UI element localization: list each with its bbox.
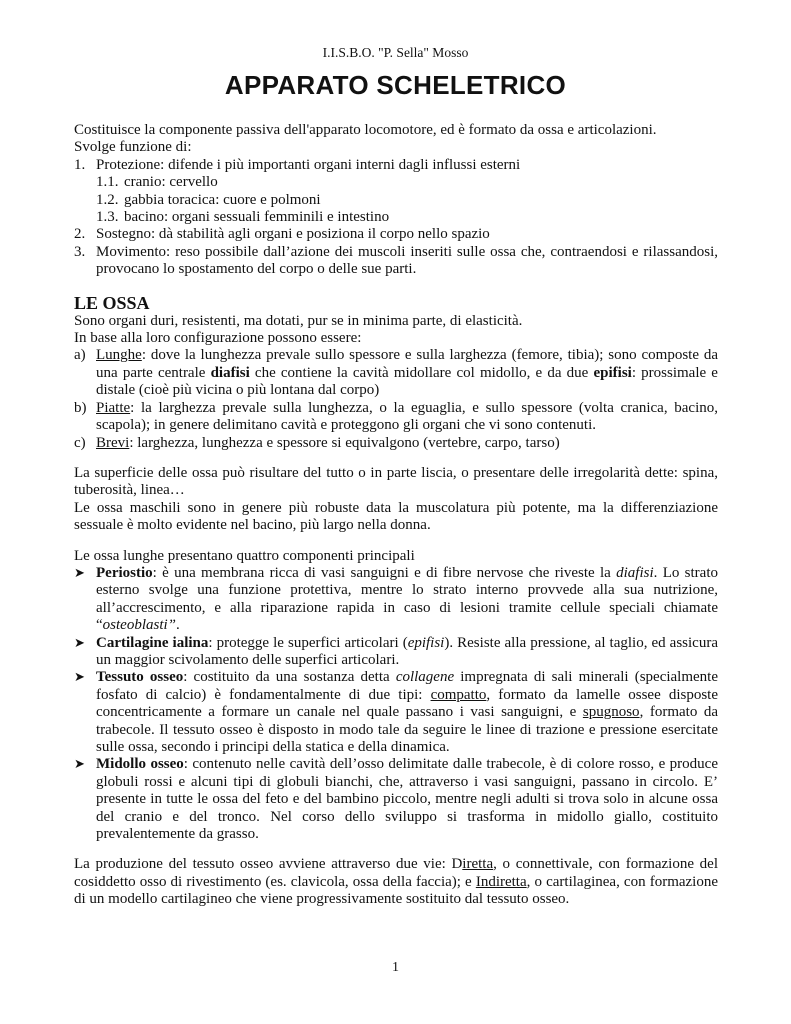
function-item bbox=[74, 157, 718, 174]
arrow-bullet-icon: ➤ bbox=[74, 565, 85, 581]
sub-text: gabbia toracica: cuore e polmoni bbox=[124, 191, 321, 208]
item-text: Movimento: reso possibile dall’azione dei muscoli inseriti sulle ossa che, contraendosi e rilassandosi, provocano lo spostamento del corpo o delle sue parti. bbox=[96, 243, 718, 278]
item-text: : la larghezza prevale sulla lunghezza, o la eguaglia, e sullo spessore (volta cranica, bacino, scapola); in genere delimitano cavità e proteggono gli organi che vi sono contenuti. bbox=[96, 399, 718, 434]
item-number: 1. bbox=[74, 156, 86, 173]
component-item-midollo bbox=[74, 756, 718, 843]
item-letter: b) bbox=[74, 399, 87, 416]
bold-term: epifisi bbox=[593, 364, 632, 381]
italic-term: diafisi bbox=[616, 564, 654, 581]
item-text: Protezione: difende i più importanti organi interni dagli influssi esterni bbox=[96, 156, 521, 173]
protection-sublist bbox=[74, 174, 718, 226]
item-text: : larghezza, lunghezza e spessore si equivalgono (vertebre, carpo, tarso) bbox=[129, 434, 560, 451]
surface-paragraph: La superficie delle ossa può risultare del tutto o in parte liscia, o presentare delle irregolarità dette: spina, tuberosità, linea… bbox=[74, 464, 718, 499]
item-text: . bbox=[176, 617, 180, 634]
page-title: APPARATO SCHELETRICO bbox=[224, 70, 567, 100]
arrow-bullet-icon: ➤ bbox=[74, 757, 85, 773]
components-intro: Le ossa lunghe presentano quattro componenti principali bbox=[74, 547, 415, 564]
component-term: Cartilagine ialina bbox=[96, 634, 209, 651]
item-text: : costituito da una sostanza detta bbox=[183, 669, 396, 686]
production-paragraph bbox=[74, 856, 718, 908]
page-number: 1 bbox=[392, 960, 399, 975]
item-text: , formato da lamelle ossee disposte concentricamente a formare un canale nel quale passano i vasi sanguigni, e bbox=[96, 686, 718, 721]
bold-term: diafisi bbox=[210, 364, 250, 381]
bone-type-item bbox=[74, 347, 718, 399]
component-term: Periostio bbox=[96, 564, 153, 581]
ossa-paragraph: Sono organi duri, resistenti, ma dotati, pur se in minima parte, di elasticità. bbox=[74, 312, 523, 329]
item-text: : è una membrana ricca di vasi sanguigni e di fibre nervose che riveste la bbox=[152, 564, 617, 581]
bone-type-term: Piatte bbox=[96, 399, 131, 416]
para-text: La produzione del tessuto osseo avviene attraverso due vie: D bbox=[74, 856, 463, 873]
sub-item bbox=[96, 192, 718, 209]
bone-types-list bbox=[74, 347, 718, 451]
item-text: : dove la lunghezza prevale sullo spessore e sulla larghezza (femore, tibia); sono composte da una parte centrale bbox=[96, 347, 718, 381]
item-text: : contenuto nelle cavità dell’osso delimitate dalle trabecole, è di colore rosso, e produce globuli rossi e alcuni tipi di globuli bianchi, che, attraverso i vasi sanguigni, passano in circolo. E’ presente in tutte le ossa del feto e del bambino piccolo, mentre negli adulti si trova solo in alcune ossa del cranio e del tronco. Nel corso dello sviluppo si trasforma in midollo giallo, costituito prevalentemente da grasso. bbox=[96, 756, 718, 843]
bone-type-term: Lunghe bbox=[96, 347, 142, 364]
sub-number: 1.2. bbox=[96, 191, 119, 208]
italic-term: collagene bbox=[395, 669, 455, 686]
sub-item bbox=[96, 174, 718, 191]
document-body bbox=[74, 122, 718, 909]
intro-functions-label: Svolge funzione di: bbox=[74, 139, 192, 156]
underlined-term: compatto bbox=[430, 686, 487, 703]
function-item bbox=[74, 226, 718, 243]
italic-term: osteoblasti” bbox=[102, 617, 177, 634]
item-letter: c) bbox=[74, 434, 86, 451]
underlined-term: spugnoso bbox=[582, 704, 640, 721]
section-heading-ossa: LE OSSA bbox=[74, 292, 150, 313]
italic-term: epifisi bbox=[407, 634, 445, 651]
functions-list bbox=[74, 157, 718, 279]
item-text: , formato da trabecole. Il tessuto osseo è disposto in modo tale da seguire le linee di trazione e pressione esercitate sulle ossa, secondo i principi della statica e della dinamica. bbox=[96, 704, 719, 755]
function-item bbox=[74, 244, 718, 279]
item-text: che contiene la cavità midollare col midollo, e da due bbox=[249, 364, 594, 381]
item-text: : prossimale e distale (cioè più vicina o più lontana dal corpo) bbox=[96, 364, 718, 399]
item-letter: a) bbox=[74, 347, 86, 364]
underlined-term: iretta bbox=[462, 856, 494, 873]
ossa-paragraph: In base alla loro configurazione possono essere: bbox=[74, 330, 362, 347]
para-text: , o cartilaginea, con formazione di un modello cartilagineo che viene progressivamente sostituito dal tessuto osseo. bbox=[74, 873, 718, 908]
components-list bbox=[74, 565, 718, 844]
underlined-term: Indiretta bbox=[475, 873, 527, 890]
item-text: Sostegno: dà stabilità agli organi e posiziona il corpo nello spazio bbox=[96, 226, 490, 243]
component-item-periostio bbox=[74, 565, 718, 635]
arrow-bullet-icon: ➤ bbox=[74, 670, 85, 686]
bone-type-item bbox=[74, 400, 718, 435]
sub-number: 1.3. bbox=[96, 209, 119, 226]
item-text: impregnata di sali minerali (specialmente fosfato di calcio) è fondamentalmente di due tipi: bbox=[96, 669, 718, 703]
item-number: 2. bbox=[74, 226, 86, 243]
item-text: . Lo strato esterno svolge una funzione protettiva, mentre lo strato interno provvede alla sua nutrizione, all’accrescimento, e alla riparazione rapida in caso di lesioni tramite cellule speciali chiamate “ bbox=[96, 564, 718, 634]
para-text: , o connettivale, con formazione del cosiddetto osso di rivestimento (es. clavicola, ossa della faccia); e bbox=[74, 856, 718, 890]
component-item-cartilagine bbox=[74, 635, 718, 670]
sub-item bbox=[96, 209, 718, 226]
component-item-tessuto bbox=[74, 669, 718, 756]
school-header: I.I.S.B.O. "P. Sella" Mosso bbox=[322, 45, 469, 60]
item-number: 3. bbox=[74, 243, 86, 260]
bone-type-term: Brevi bbox=[96, 434, 130, 451]
sub-text: bacino: organi sessuali femminili e intestino bbox=[124, 209, 390, 226]
intro-line: Costituisce la componente passiva dell'apparato locomotore, ed è formato da ossa e articolazioni. bbox=[74, 122, 657, 138]
item-text: ). Resiste alla pressione, al taglio, ed assicura un maggior scivolamento delle superfici articolari. bbox=[96, 634, 718, 668]
sub-number: 1.1. bbox=[96, 174, 119, 191]
arrow-bullet-icon: ➤ bbox=[74, 635, 85, 651]
item-text: : protegge le superfici articolari ( bbox=[208, 634, 408, 651]
component-term: Tessuto osseo bbox=[96, 669, 184, 686]
bone-type-item bbox=[74, 435, 718, 452]
sub-text: cranio: cervello bbox=[124, 174, 218, 191]
component-term: Midollo osseo bbox=[96, 756, 184, 773]
sex-diff-paragraph: Le ossa maschili sono in genere più robuste data la muscolatura più potente, ma la differenziazione sessuale è molto evidente nel bacino, più largo nella donna. bbox=[74, 499, 718, 534]
